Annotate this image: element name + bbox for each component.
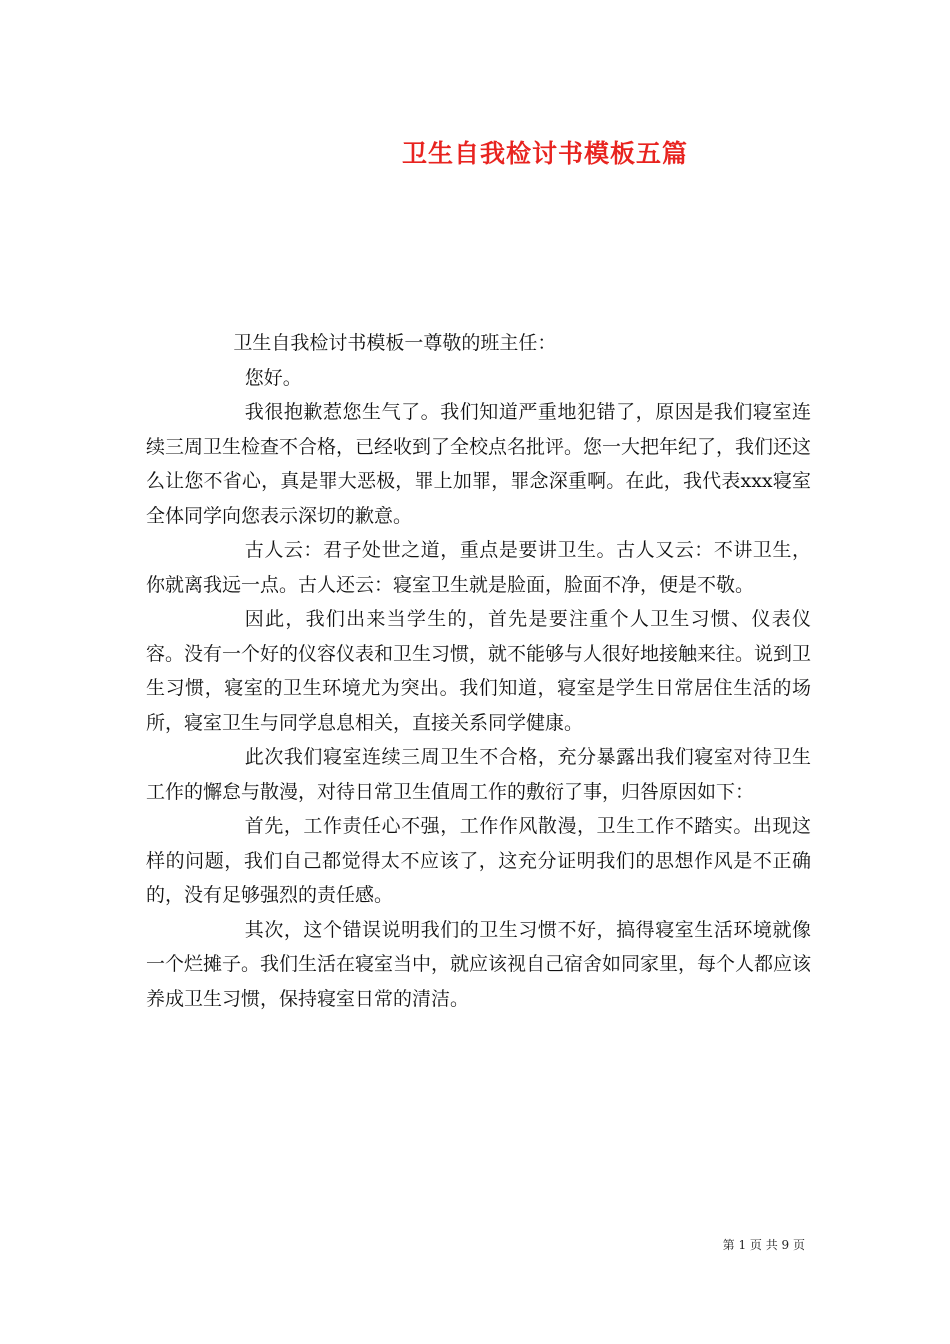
paragraph-6: 其次，这个错误说明我们的卫生习惯不好，搞得寝室生活环境就像一个烂摊子。我们生活在寝室当中，就应该视自己宿舍如同家里，每个人都应该养成卫生习惯，保持寝室日常的清洁。 (146, 918, 812, 1010)
paragraph-3: 因此，我们出来当学生的，首先是要注重个人卫生习惯、仪表仪容。没有一个好的仪容仪表和卫生习惯，就不能够与人很好地接触来往。说到卫生习惯，寝室的卫生环境尤为突出。我们知道，寝室是学生日常居住生活的场所，寝室卫生与同学息息相关，直接关系同学健康。 (146, 608, 812, 734)
paragraph-4: 此次我们寝室连续三周卫生不合格，充分暴露出我们寝室对待卫生工作的懈怠与散漫，对待日常卫生值周工作的敷衍了事，归咎原因如下： (146, 746, 811, 803)
page-footer: 第 1 页 共 9 页 (722, 1238, 805, 1252)
paragraph-1: 我很抱歉惹您生气了。我们知道严重地犯错了，原因是我们寝室连续三周卫生检查不合格，已经收到了全校点名批评。您一大把年纪了，我们还这么让您不省心，真是罪大恶极，罪上加罪，罪念深重啊。在此，我代表xxx寝室全体同学向您表示深切的歉意。 (146, 401, 812, 527)
paragraph-2: 古人云：君子处世之道，重点是要讲卫生。古人又云：不讲卫生，你就离我远一点。古人还云：寝室卫生就是脸面，脸面不净，便是不敬。 (146, 539, 811, 596)
document-body (146, 326, 811, 1016)
greeting: 您好。 (244, 366, 302, 389)
document-title: 卫生自我检讨书模板五篇 (401, 139, 688, 168)
heading-line: 卫生自我检讨书模板一尊敬的班主任： (233, 332, 557, 354)
paragraph-5: 首先，工作责任心不强，工作作风散漫，卫生工作不踏实。出现这样的问题，我们自己都觉得太不应该了，这充分证明我们的思想作风是不正确的，没有足够强烈的责任感。 (146, 815, 811, 906)
